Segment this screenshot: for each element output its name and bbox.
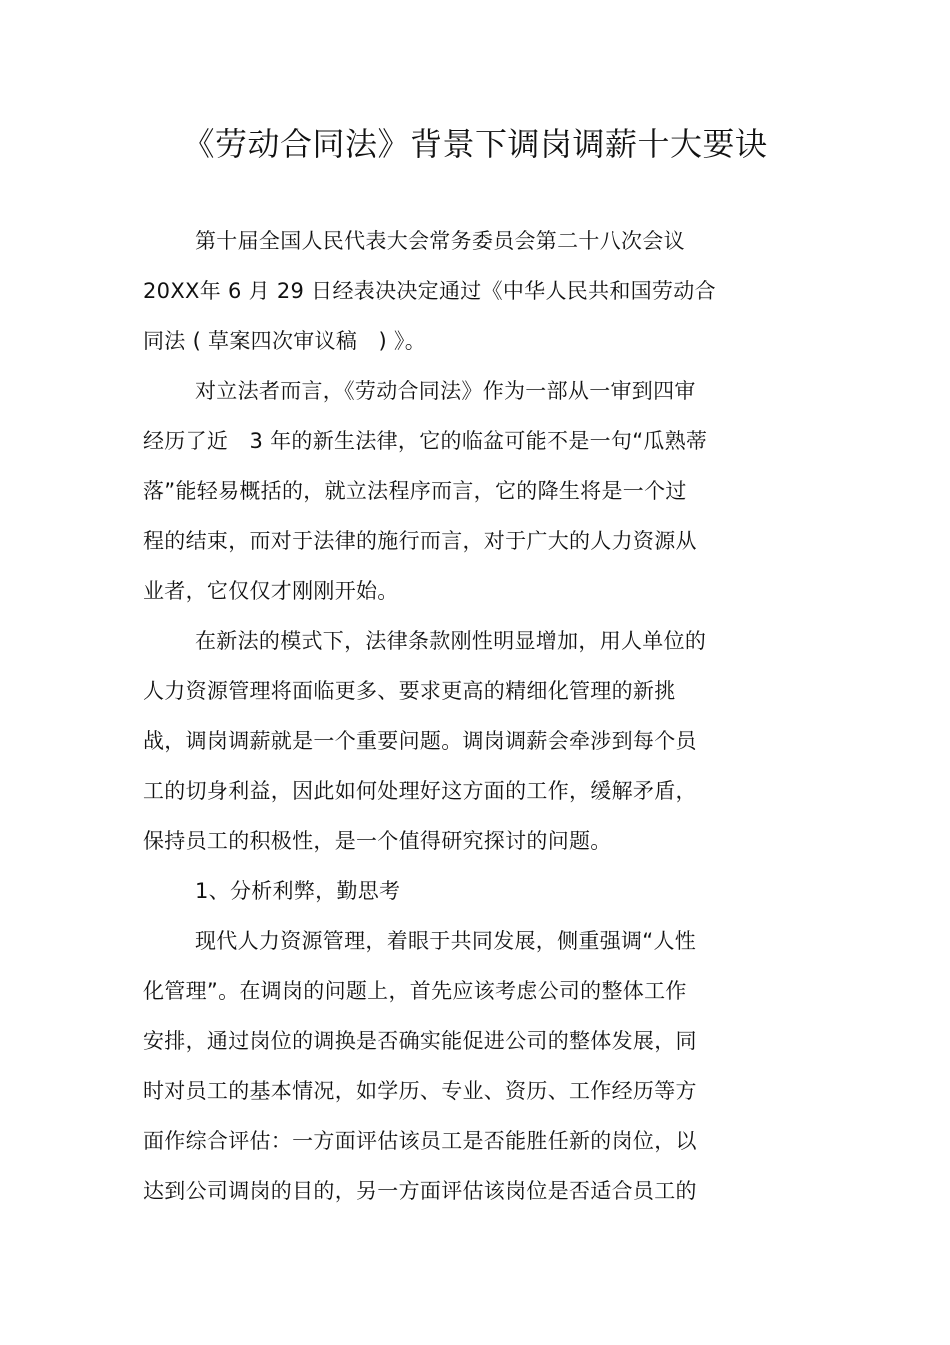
paragraph-line: 同法 ( 草案四次审议稿 ) 》。 <box>143 329 427 353</box>
paragraph-line: 化管理”。在调岗的问题上，首先应该考虑公司的整体工作 <box>143 979 687 1003</box>
paragraph-line: 现代人力资源管理，着眼于共同发展，侧重强调“人性 <box>195 929 697 953</box>
paragraph-line: 达到公司调岗的目的，另一方面评估该岗位是否适合员工的 <box>143 1179 697 1203</box>
document-title: 《劳动合同法》背景下调岗调薪十大要诀 <box>182 125 768 163</box>
paragraph-line: 时对员工的基本情况，如学历、专业、资历、工作经历等方 <box>143 1079 697 1103</box>
paragraph-line: 经历了近 3 年的新生法律，它的临盆可能不是一句“瓜熟蒂 <box>143 429 708 453</box>
section-heading: 1、分析利弊，勤思考 <box>195 879 401 903</box>
paragraph-line: 战，调岗调薪就是一个重要问题。调岗调薪会牵涉到每个员 <box>143 729 697 753</box>
paragraph-line: 对立法者而言，《劳动合同法》作为一部从一审到四审 <box>195 379 696 403</box>
paragraph-line: 第十届全国人民代表大会常务委员会第二十八次会议 <box>195 229 685 253</box>
paragraph-line: 程的结束，而对于法律的施行而言，对于广大的人力资源从 <box>143 529 697 553</box>
paragraph-line: 面作综合评估：一方面评估该员工是否能胜任新的岗位，以 <box>143 1129 697 1153</box>
paragraph-line: 业者，它仅仅才刚刚开始。 <box>143 579 399 603</box>
paragraph-line: 在新法的模式下，法律条款刚性明显增加，用人单位的 <box>195 629 707 653</box>
paragraph-line: 落”能轻易概括的，就立法程序而言，它的降生将是一个过 <box>143 479 687 503</box>
paragraph-line: 保持员工的积极性，是一个值得研究探讨的问题。 <box>143 829 612 853</box>
paragraph-line: 20XX年 6 月 29 日经表决决定通过《中华人民共和国劳动合 <box>143 279 716 303</box>
paragraph-line: 工的切身利益，因此如何处理好这方面的工作，缓解矛盾， <box>143 779 697 803</box>
paragraph-line: 安排，通过岗位的调换是否确实能促进公司的整体发展，同 <box>143 1029 697 1053</box>
paragraph-line: 人力资源管理将面临更多、要求更高的精细化管理的新挑 <box>143 679 676 703</box>
